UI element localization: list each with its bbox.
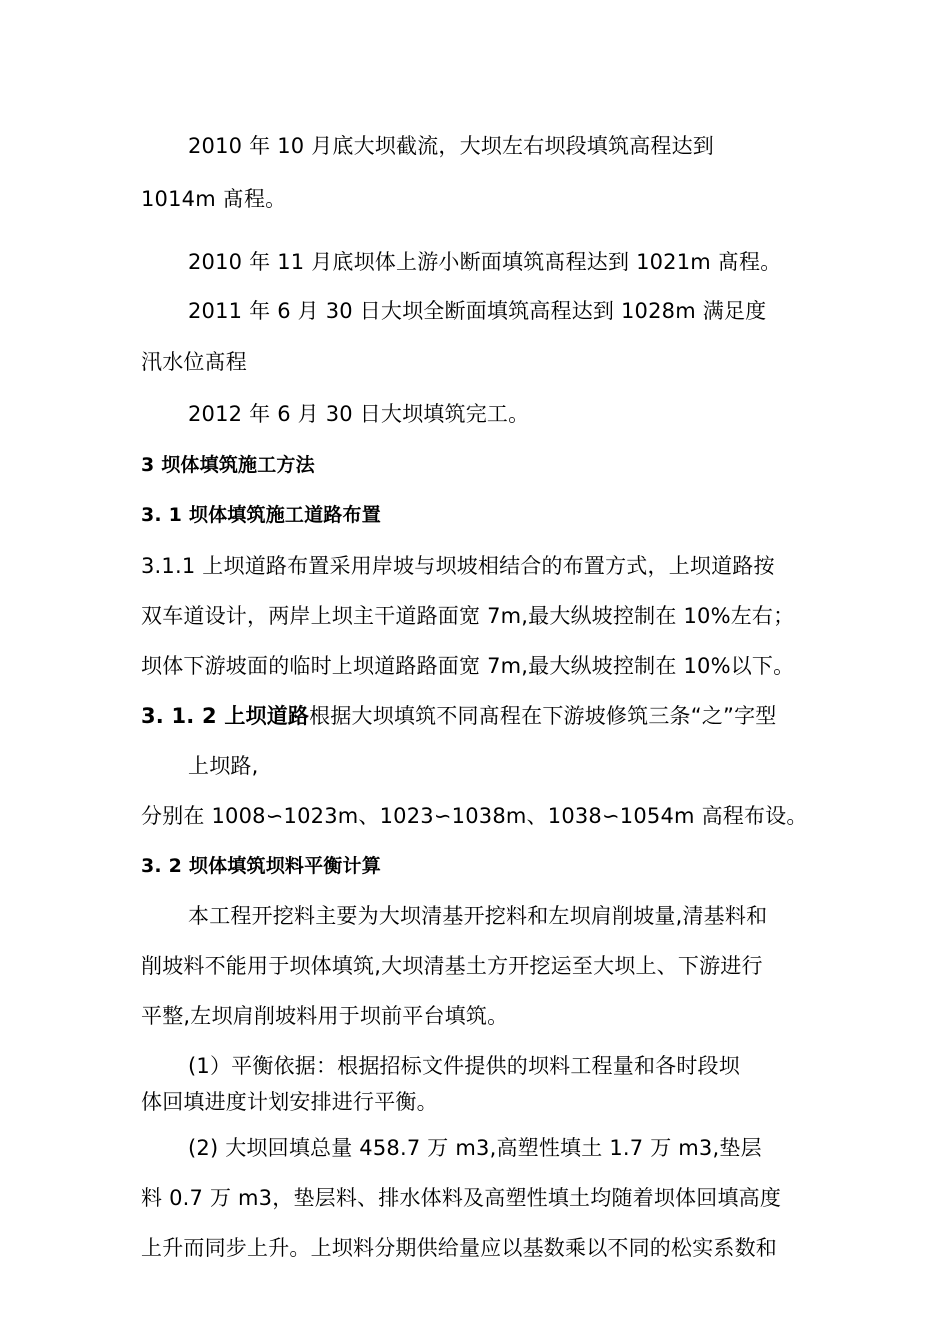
- text-line-19: (1）平衡依据：根据招标文件提供的坝料工程量和各时段坝: [188, 1054, 740, 1078]
- text-line-22: 料 0.7 万 m3，垫层料、排水体料及高塑性填土均随着坝体回填高度: [141, 1186, 782, 1210]
- text-line-1: 2010 年 10 月底大坝截流，大坝左右坝段填筑高程达到: [188, 134, 714, 158]
- subsection-text-3-1-2: 根据大坝填筑不同髙程在下游坡修筑三条“之”字型: [309, 704, 777, 728]
- text-line-3: 2010 年 11 月底坝体上游小断面填筑髙程达到 1021m 髙程。: [188, 250, 782, 274]
- text-line-18: 平整,左坝肩削坡料用于坝前平台填筑。: [141, 1004, 509, 1028]
- text-line-11: 坝体下游坡面的临时上坝道路路面宽 7m,最大纵坡控制在 10%以下。: [141, 654, 795, 678]
- text-line-10: 双车道设计，两岸上坝主干道路面宽 7m,最大纵坡控制在 10%左右；: [141, 604, 795, 628]
- text-line-6: 2012 年 6 月 30 日大坝填筑完工。: [188, 402, 530, 426]
- text-line-20: 体回填进度计划安排进行平衡。: [141, 1090, 438, 1114]
- text-line-14: 分别在 1008∽1023m、1023∽1038m、1038∽1054m 高程布设。: [141, 804, 808, 828]
- text-line-2: 1014m 髙程。: [141, 187, 287, 211]
- text-line-16: 本工程开挖料主要为大坝清基开挖料和左坝肩削坡量,清基料和: [188, 904, 768, 928]
- text-line-23: 上升而同步上升。上坝料分期供给量应以基数乘以不同的松实系数和: [141, 1236, 777, 1260]
- text-line-5: 汛水位髙程: [141, 350, 247, 374]
- subsection-heading-3-1-2: 3. 1. 2 上坝道路: [141, 704, 310, 728]
- text-line-4: 2011 年 6 月 30 日大坝全断面填筑高程达到 1028m 满足度: [188, 299, 767, 323]
- section-heading-3-1: 3. 1 坝体填筑施工道路布置: [141, 504, 381, 526]
- section-heading-3-2: 3. 2 坝体填筑坝料平衡计算: [141, 855, 381, 877]
- text-line-12: [141, 703, 776, 729]
- text-line-17: 削坡料不能用于坝体填筑,大坝清基土方开挖运至大坝上、下游进行: [141, 954, 763, 978]
- text-line-9: 3.1.1 上坝道路布置采用岸坡与坝坡相结合的布置方式，上坝道路按: [141, 554, 775, 578]
- section-heading-3: 3 坝体填筑施工方法: [141, 454, 315, 476]
- text-line-21: (2) 大坝回填总量 458.7 万 m3,高塑性填土 1.7 万 m3,垫层: [188, 1136, 762, 1160]
- text-line-13: 上坝路,: [188, 754, 259, 778]
